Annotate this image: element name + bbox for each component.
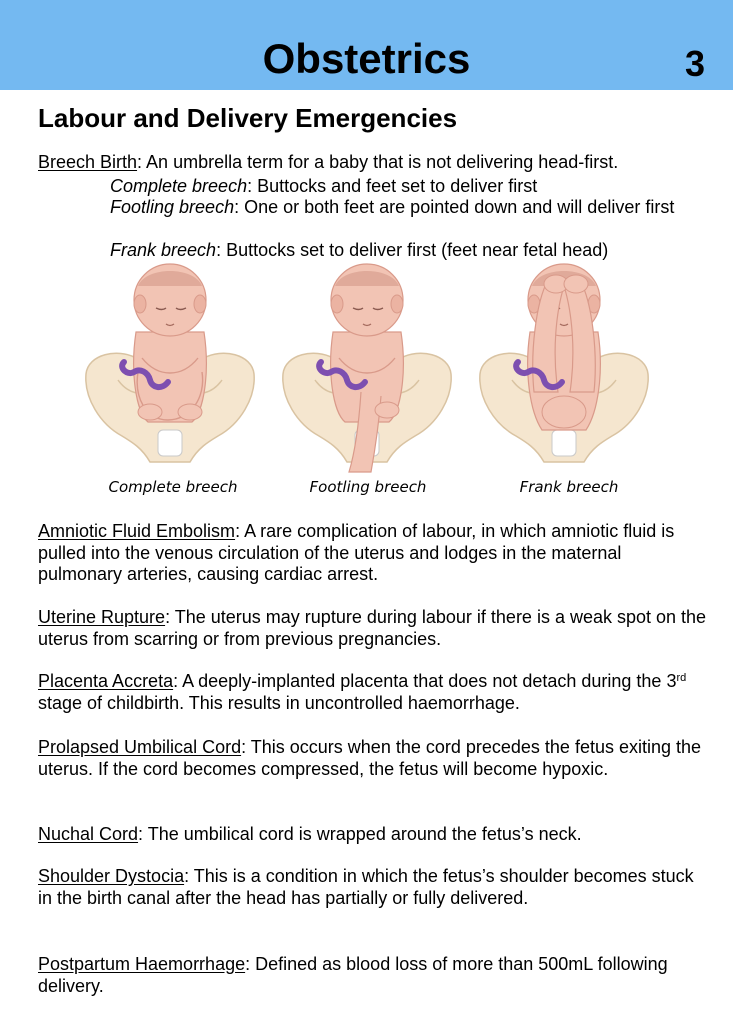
header-banner: [0, 0, 733, 90]
nuchal-cord-text: : The umbilical cord is wrapped around the fetus’s neck.: [138, 824, 582, 844]
amniotic-fluid-embolism-text: : A rare complication of labour, in which amniotic fluid is pulled into the venous circulation of the uterus and lodges in the maternal pulmonary arteries, causing cardiac arrest.: [38, 521, 675, 584]
breech-birth-term: Breech Birth: [38, 152, 138, 172]
placenta-accreta-text: : A deeply-implanted placenta that does not detach during the 3: [173, 671, 677, 691]
prolapsed-umbilical-cord-term: Prolapsed Umbilical Cord: [38, 737, 242, 757]
breech-positions-figure: [78, 262, 668, 504]
amniotic-fluid-embolism-term: Amniotic Fluid Embolism: [38, 521, 236, 541]
shoulder-dystocia-term: Shoulder Dystocia: [38, 866, 185, 886]
prolapsed-umbilical-cord-text: : This occurs when the cord precedes the fetus exiting the uterus. If the cord becomes compressed, the fetus will become hypoxic.: [38, 737, 702, 779]
postpartum-haemorrhage-paragraph: [38, 954, 710, 997]
shoulder-dystocia-text: : This is a condition in which the fetus’s shoulder becomes stuck in the birth canal after the head has partially or fully delivered.: [38, 866, 694, 908]
postpartum-haemorrhage-term: Postpartum Haemorrhage: [38, 954, 246, 974]
figure-caption-complete: Complete breech: [108, 478, 238, 496]
shoulder-dystocia-paragraph: [38, 866, 710, 909]
nuchal-cord-term: Nuchal Cord: [38, 824, 139, 844]
complete-breech-figure: [86, 264, 254, 462]
placenta-accreta-term: Placenta Accreta: [38, 671, 174, 691]
breech-type-complete: [110, 176, 690, 198]
ordinal-suffix: rd: [676, 672, 687, 684]
uterine-rupture-text: : The uterus may rupture during labour if there is a weak spot on the uterus from scarring or from previous pregnancies.: [38, 607, 707, 649]
breech-type-text: : Buttocks set to deliver first (feet near fetal head): [216, 240, 609, 260]
placenta-accreta-paragraph: [38, 671, 710, 714]
page-number: 3: [684, 43, 705, 84]
prolapsed-umbilical-cord-paragraph: [38, 737, 710, 780]
breech-birth-paragraph: [38, 152, 710, 174]
breech-type-text: : Buttocks and feet set to deliver first: [247, 176, 538, 196]
breech-type-name: Footling breech: [110, 197, 235, 217]
breech-type-text: : One or both feet are pointed down and will deliver first: [234, 197, 675, 217]
footling-breech-figure: [283, 264, 451, 472]
breech-illustration: [78, 262, 668, 477]
breech-type-name: Frank breech: [110, 240, 217, 260]
breech-type-name: Complete breech: [110, 176, 248, 196]
placenta-accreta-text-end: stage of childbirth. This results in uncontrolled haemorrhage.: [38, 692, 520, 713]
amniotic-fluid-embolism-paragraph: [38, 521, 710, 586]
uterine-rupture-term: Uterine Rupture: [38, 607, 166, 627]
figure-caption-frank: Frank breech: [519, 478, 619, 496]
section-title: Labour and Delivery Emergencies: [38, 103, 458, 133]
breech-type-footling: [110, 197, 690, 219]
frank-breech-figure: [480, 264, 648, 462]
breech-type-frank: [110, 240, 690, 262]
nuchal-cord-paragraph: [38, 824, 710, 846]
breech-birth-text: : An umbrella term for a baby that is not delivering head-first.: [137, 152, 619, 172]
uterine-rupture-paragraph: [38, 607, 710, 650]
page-title: Obstetrics: [262, 35, 471, 82]
postpartum-haemorrhage-text: : Defined as blood loss of more than 500mL following delivery.: [38, 954, 668, 996]
figure-caption-footling: Footling breech: [309, 478, 427, 496]
